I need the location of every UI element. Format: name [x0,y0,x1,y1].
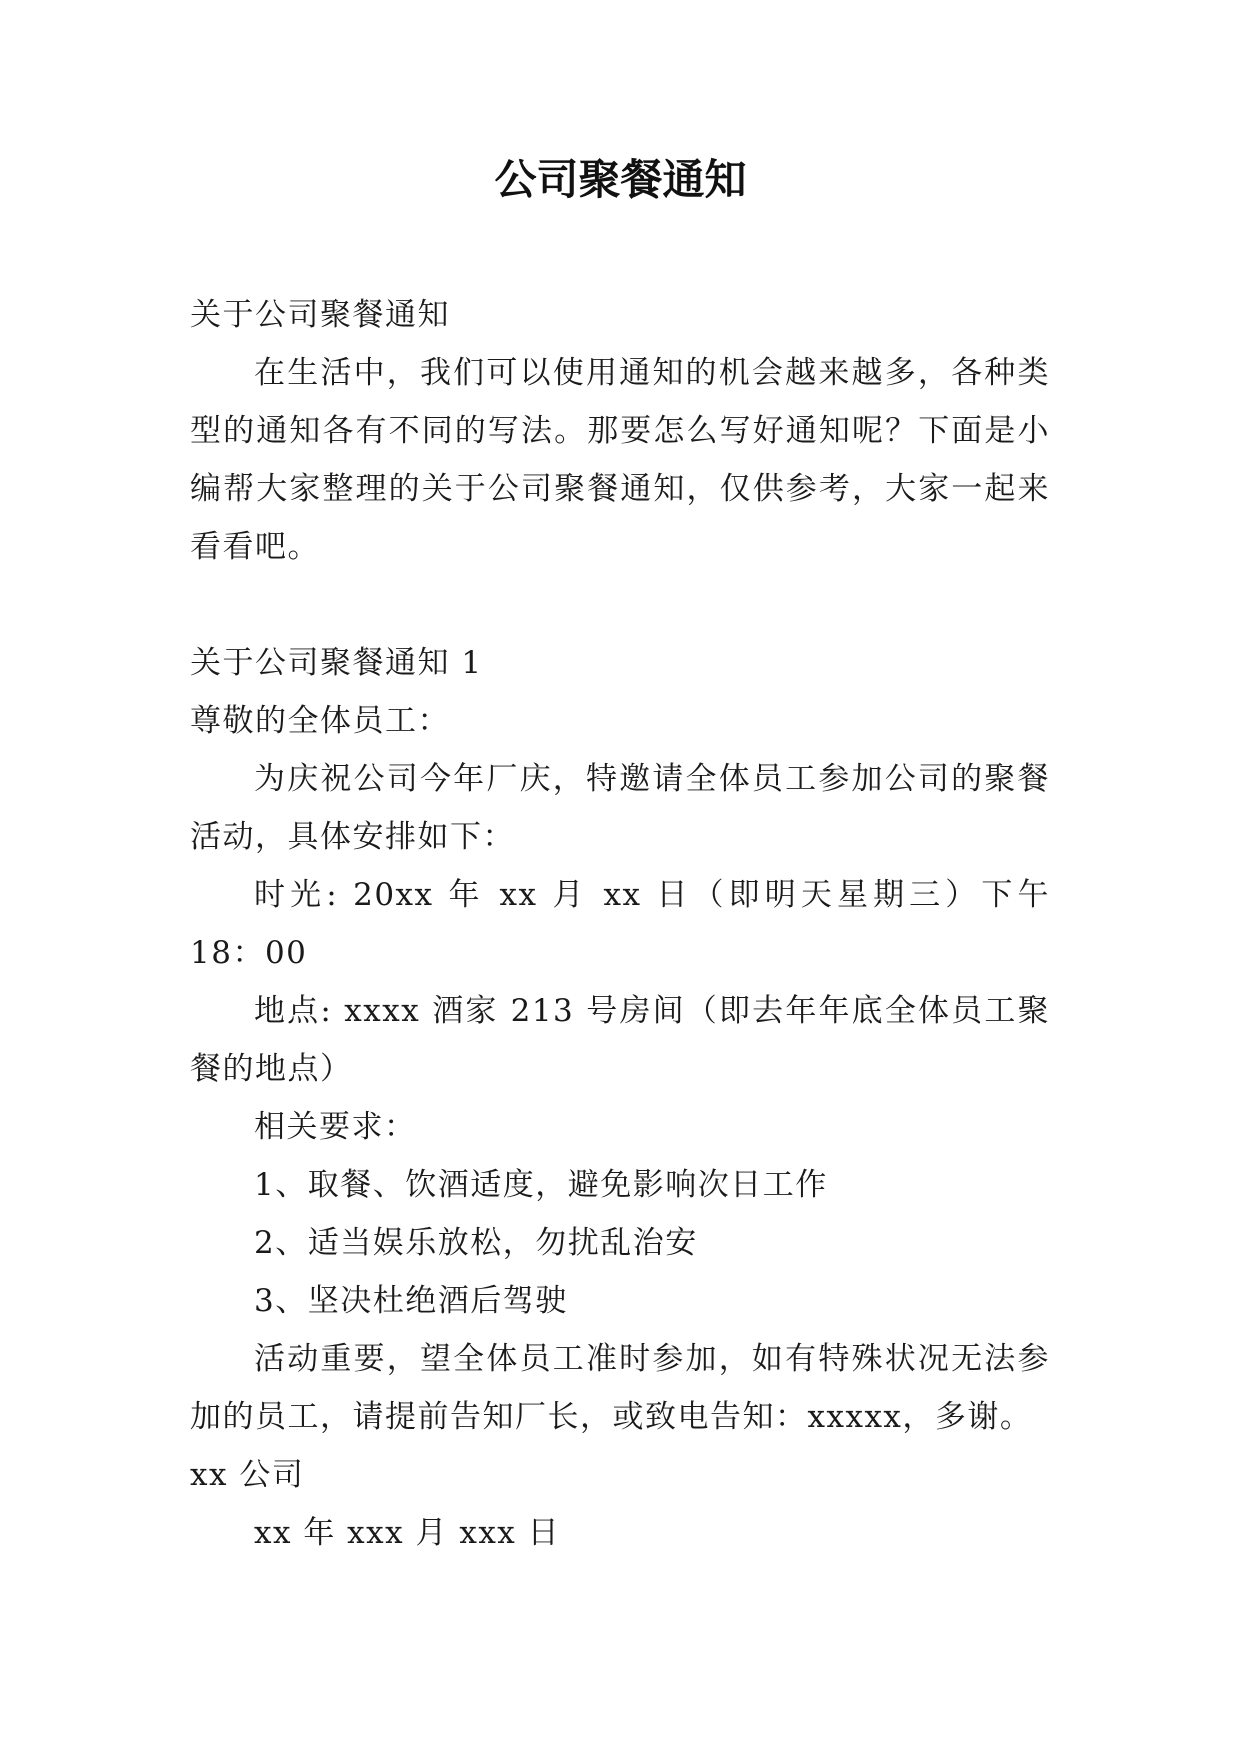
requirements-heading: 相关要求： [254,1109,417,1145]
signature: xx 公司 [190,1457,305,1493]
salutation: 尊敬的全体员工： [190,703,450,739]
place-line: 地点: xxxx 酒家 213 号房间（即去年年底全体员工聚餐的地点） [190,993,1050,1087]
closing-paragraph: 活动重要，望全体员工准时参加，如有特殊状况无法参加的员工，请提前告知厂长，或致电告知：xxxxx，多谢。 [190,1341,1050,1435]
requirement-item: 1、取餐、饮酒适度，避免影响次日工作 [254,1167,828,1203]
requirement-item: 2、适当娱乐放松，勿扰乱治安 [254,1225,698,1261]
document-title: 公司聚餐通知 [494,155,747,204]
date-line: xx 年 xxx 月 xxx 日 [254,1515,561,1551]
intro-paragraph: 在生活中，我们可以使用通知的机会越来越多，各种类型的通知各有不同的写法。那要怎么写好通知呢？下面是小编帮大家整理的关于公司聚餐通知，仅供参考，大家一起来看看吧。 [190,355,1050,565]
time-line: 时光: 20xx 年 xx 月 xx 日（即明天星期三）下午 18：00 [190,877,1050,971]
document-body [190,286,1050,1562]
section-heading: 关于公司聚餐通知 1 [190,645,483,681]
invitation-paragraph: 为庆祝公司今年厂庆，特邀请全体员工参加公司的聚餐活动，具体安排如下： [190,761,1050,855]
paragraph-spacer [190,576,1050,634]
requirement-item: 3、坚决杜绝酒后驾驶 [254,1283,568,1319]
subtitle: 关于公司聚餐通知 [190,297,450,333]
